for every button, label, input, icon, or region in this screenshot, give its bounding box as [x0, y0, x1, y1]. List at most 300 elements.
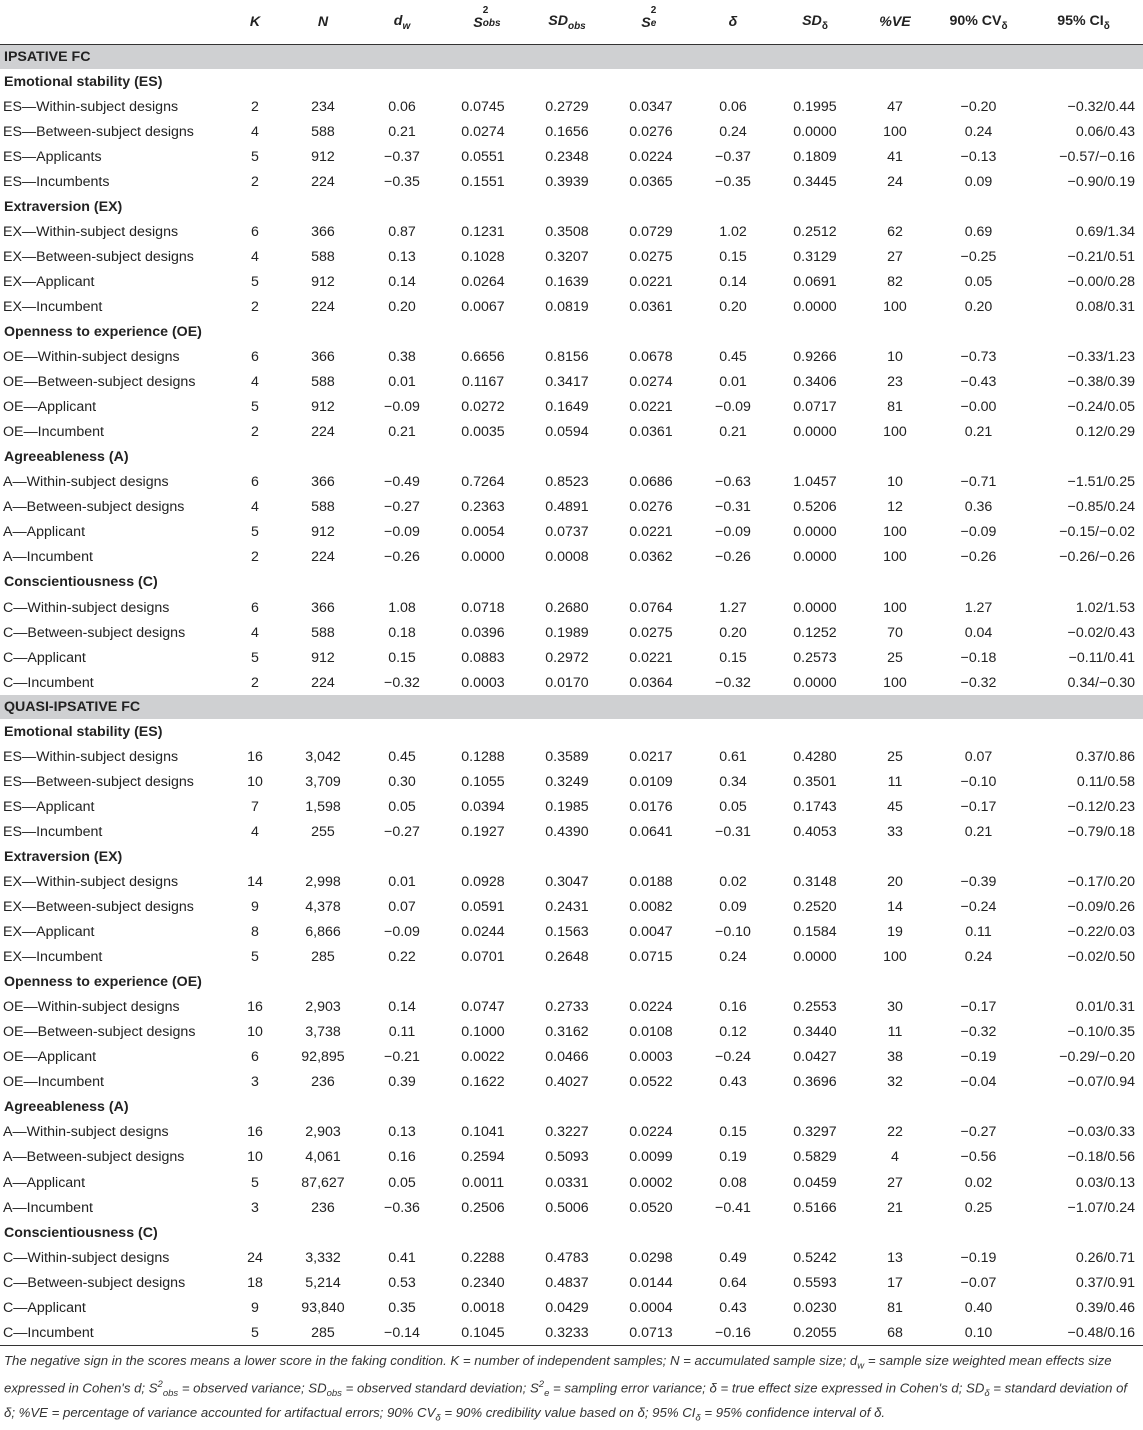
cell-ci95: 0.34/−0.30: [1067, 674, 1135, 691]
cell-label: ES—Between-subject designs: [3, 123, 194, 140]
cell-sddelta: 0.4053: [793, 823, 837, 840]
cell-k: 18: [247, 1274, 263, 1291]
cell-sddelta: 0.0691: [793, 273, 837, 290]
trait-title: Emotional stability (ES): [4, 73, 163, 90]
cell-sdobs: 0.4837: [545, 1274, 589, 1291]
cell-cv90: 0.04: [964, 624, 993, 641]
cell-dw: 0.14: [388, 273, 416, 290]
trait-title: Openness to experience (OE): [4, 323, 202, 340]
cell-label: C—Incumbent: [3, 1324, 94, 1341]
cell-dw: −0.21: [384, 1049, 420, 1066]
cell-k: 4: [251, 624, 259, 641]
cell-n: 2,903: [305, 999, 341, 1016]
cell-label: A—Between-subject designs: [3, 1149, 185, 1166]
cell-label: C—Between-subject designs: [3, 624, 186, 641]
trait-title: Openness to experience (OE): [4, 974, 202, 991]
cell-delta: 0.02: [719, 873, 747, 890]
cell-delta: −0.10: [715, 924, 751, 941]
table-row: [0, 1170, 1143, 1195]
cell-s2e: 0.0678: [629, 349, 673, 366]
cell-ci95: −0.09/0.26: [1067, 899, 1135, 916]
cell-n: 912: [311, 399, 335, 416]
cell-delta: −0.09: [715, 399, 751, 416]
cell-sdobs: 0.1563: [545, 924, 589, 941]
cell-sdobs: 0.0466: [545, 1049, 589, 1066]
table-row: [0, 420, 1143, 445]
cell-n: 588: [311, 123, 335, 140]
cell-delta: 0.45: [719, 349, 747, 366]
cell-s2e: 0.0224: [629, 999, 673, 1016]
cell-s2e: 0.0274: [629, 374, 673, 391]
cell-n: 224: [311, 674, 335, 691]
cell-sddelta: 1.0457: [793, 474, 837, 491]
cell-k: 9: [251, 899, 259, 916]
cell-ci95: 0.08/0.31: [1075, 298, 1135, 315]
cell-n: 2,903: [305, 1124, 341, 1141]
table-row: [0, 1045, 1143, 1070]
cell-label: EX—Incumbent: [3, 949, 103, 966]
cell-label: EX—Within-subject designs: [3, 223, 179, 240]
table-row: [0, 645, 1143, 670]
cell-s2e: 0.0715: [629, 949, 673, 966]
cell-sdobs: 0.0429: [545, 1299, 589, 1316]
cell-dw: 1.08: [388, 599, 416, 616]
cell-ci95: −1.07/0.24: [1067, 1199, 1135, 1216]
cell-dw: 0.35: [388, 1299, 416, 1316]
cell-k: 7: [251, 798, 259, 815]
cell-ve: 41: [887, 148, 903, 165]
cell-k: 5: [251, 399, 259, 416]
cell-cv90: −0.43: [960, 374, 997, 391]
header-delta: δ: [728, 14, 738, 30]
cell-sdobs: 0.2733: [545, 999, 589, 1016]
cell-n: 224: [311, 424, 335, 441]
cell-cv90: 0.36: [964, 499, 993, 516]
cell-sddelta: 0.0000: [793, 549, 837, 566]
cell-cv90: −0.07: [960, 1274, 997, 1291]
cell-s2obs: 0.0067: [461, 298, 505, 315]
cell-delta: 0.21: [719, 424, 747, 441]
cell-dw: 0.53: [388, 1274, 416, 1291]
header-sobs: S 2 obs: [473, 5, 501, 31]
cell-s2obs: 0.1927: [461, 823, 505, 840]
cell-k: 4: [251, 823, 259, 840]
trait-header-row: [0, 1095, 1143, 1120]
cell-ci95: −0.07/0.94: [1067, 1074, 1135, 1091]
cell-n: 366: [311, 349, 335, 366]
cell-ve: 68: [887, 1324, 903, 1341]
cell-ci95: 0.39/0.46: [1075, 1299, 1135, 1316]
table-row: [0, 945, 1143, 970]
table-row: [0, 744, 1143, 769]
cell-sddelta: 0.5242: [793, 1249, 837, 1266]
cell-ci95: 0.06/0.43: [1075, 123, 1135, 140]
trait-title: Agreeableness (A): [4, 1099, 129, 1116]
cell-s2obs: 0.2506: [461, 1199, 505, 1216]
cell-sddelta: 0.1252: [793, 624, 837, 641]
section-header-row: [0, 45, 1143, 70]
cell-label: C—Between-subject designs: [3, 1274, 186, 1291]
cell-sddelta: 0.5593: [793, 1274, 837, 1291]
cell-cv90: −0.71: [960, 474, 997, 491]
cell-ve: 100: [883, 674, 907, 691]
cell-dw: 0.07: [388, 899, 416, 916]
cell-ci95: −0.32/0.44: [1067, 98, 1135, 115]
cell-k: 3: [251, 1074, 259, 1091]
cell-s2obs: 0.0244: [461, 924, 505, 941]
cell-ve: 4: [891, 1149, 899, 1166]
cell-s2obs: 0.0394: [461, 798, 505, 815]
table-row: [0, 395, 1143, 420]
cell-n: 366: [311, 223, 335, 240]
cell-delta: 0.19: [719, 1149, 747, 1166]
cell-sdobs: 0.0170: [545, 674, 589, 691]
cell-s2e: 0.0004: [629, 1299, 673, 1316]
cell-delta: −0.26: [715, 549, 751, 566]
cell-dw: −0.09: [384, 399, 420, 416]
cell-sddelta: 0.3148: [793, 873, 837, 890]
cell-k: 3: [251, 1199, 259, 1216]
cell-ve: 17: [887, 1274, 903, 1291]
cell-cv90: −0.18: [960, 649, 997, 666]
cell-dw: −0.36: [384, 1199, 420, 1216]
cell-k: 2: [251, 674, 259, 691]
table-row: [0, 370, 1143, 395]
cell-sddelta: 0.0000: [793, 599, 837, 616]
cell-ve: 22: [887, 1124, 903, 1141]
cell-ve: 45: [887, 798, 903, 815]
cell-s2e: 0.0224: [629, 1124, 673, 1141]
cell-s2obs: 0.0551: [461, 148, 505, 165]
cell-ci95: 0.03/0.13: [1075, 1174, 1135, 1191]
cell-s2e: 0.0713: [629, 1324, 673, 1341]
cell-n: 255: [311, 823, 335, 840]
cell-label: OE—Incumbent: [3, 424, 104, 441]
cell-delta: 0.14: [719, 273, 747, 290]
cell-s2obs: 0.0018: [461, 1299, 505, 1316]
cell-sdobs: 0.4783: [545, 1249, 589, 1266]
cell-sddelta: 0.3696: [793, 1074, 837, 1091]
cell-s2e: 0.0276: [629, 499, 673, 516]
cell-cv90: −0.17: [960, 999, 997, 1016]
cell-k: 5: [251, 273, 259, 290]
cell-s2obs: 0.1045: [461, 1324, 505, 1341]
table-row: [0, 470, 1143, 495]
cell-k: 8: [251, 924, 259, 941]
table-row: [0, 1145, 1143, 1170]
cell-k: 14: [247, 873, 263, 890]
cell-n: 3,042: [305, 748, 341, 765]
table-row: [0, 1295, 1143, 1320]
cell-s2obs: 0.0274: [461, 123, 505, 140]
cell-sddelta: 0.5206: [793, 499, 837, 516]
cell-s2obs: 0.0928: [461, 873, 505, 890]
table-row: [0, 794, 1143, 819]
cell-delta: 0.16: [719, 999, 747, 1016]
cell-s2obs: 0.1000: [461, 1024, 505, 1041]
table-row: [0, 345, 1143, 370]
cell-n: 588: [311, 248, 335, 265]
cell-delta: −0.24: [715, 1049, 751, 1066]
table-row: [0, 1070, 1143, 1095]
table-row: [0, 269, 1143, 294]
cell-cv90: −0.32: [960, 1024, 997, 1041]
section-header-row: [0, 695, 1143, 719]
table-row: [0, 244, 1143, 269]
cell-s2obs: 0.0035: [461, 424, 505, 441]
cell-delta: 1.27: [719, 599, 747, 616]
header-cv: 90% $CV_\delta$: [949, 12, 1008, 32]
cell-ci95: 0.12/0.29: [1075, 424, 1135, 441]
cell-n: 588: [311, 374, 335, 391]
cell-sdobs: 0.1649: [545, 399, 589, 416]
cell-ve: 14: [887, 899, 903, 916]
cell-dw: −0.09: [384, 924, 420, 941]
cell-sdobs: 0.2729: [545, 98, 589, 115]
cell-sddelta: 0.3440: [793, 1024, 837, 1041]
cell-s2obs: 0.1288: [461, 748, 505, 765]
cell-k: 5: [251, 1324, 259, 1341]
cell-sdobs: 0.3508: [545, 223, 589, 240]
table-row: [0, 219, 1143, 244]
cell-sdobs: 0.4027: [545, 1074, 589, 1091]
cell-dw: 0.16: [388, 1149, 416, 1166]
cell-cv90: 0.69: [964, 223, 993, 240]
cell-cv90: −0.39: [960, 873, 997, 890]
cell-cv90: −0.04: [960, 1074, 997, 1091]
cell-s2obs: 0.0701: [461, 949, 505, 966]
trait-header-row: [0, 445, 1143, 470]
cell-dw: −0.26: [384, 549, 420, 566]
cell-sdobs: 0.1989: [545, 624, 589, 641]
cell-label: A—Incumbent: [3, 1199, 93, 1216]
cell-ve: 27: [887, 1174, 903, 1191]
cell-sddelta: 0.3445: [793, 173, 837, 190]
trait-title: Conscientiousness (C): [4, 574, 158, 591]
trait-header-row: [0, 970, 1143, 995]
cell-label: EX—Between-subject designs: [3, 899, 194, 916]
cell-label: ES—Applicants: [3, 148, 102, 165]
trait-header-row: [0, 1220, 1143, 1245]
cell-cv90: 0.09: [964, 173, 993, 190]
cell-k: 10: [247, 1149, 263, 1166]
cell-k: 5: [251, 524, 259, 541]
cell-ci95: −0.33/1.23: [1067, 349, 1135, 366]
header-k: K: [249, 14, 261, 30]
cell-dw: −0.27: [384, 823, 420, 840]
cell-s2e: 0.0221: [629, 399, 673, 416]
cell-cv90: −0.19: [960, 1249, 997, 1266]
cell-ve: 70: [887, 624, 903, 641]
cell-sdobs: 0.3207: [545, 248, 589, 265]
cell-dw: −0.49: [384, 474, 420, 491]
cell-n: 588: [311, 624, 335, 641]
cell-cv90: 1.27: [964, 599, 993, 616]
cell-n: 87,627: [301, 1174, 345, 1191]
cell-sddelta: 0.1584: [793, 924, 837, 941]
cell-sddelta: 0.0230: [793, 1299, 837, 1316]
cell-delta: −0.09: [715, 524, 751, 541]
cell-dw: 0.21: [388, 424, 416, 441]
cell-dw: 0.87: [388, 223, 416, 240]
cell-k: 9: [251, 1299, 259, 1316]
cell-n: 2,998: [305, 873, 341, 890]
cell-ve: 11: [887, 1024, 903, 1041]
cell-dw: 0.39: [388, 1074, 416, 1091]
table-footnote: The negative sign in the scores means a lower score in the faking condition. K = number of independent samples; N = accumulated sample size; $d_w$ = sample size weighted mean effects size expressed in Cohen's d; $S^2_{obs}$ = observed variance; $SD_{obs}$ = observed standard deviation; $S^2_e$ = sampling error variance; δ = true effect size expressed in Cohen's d; $SD_\delta$ = standard deviation of δ; %VE = percentage of variance accounted for artifactual errors; 90% $CV_\delta = 90\%$ credibility value based on δ; 95% $CI_\delta = 95\%$ confidence interval of δ.: [4, 1353, 1128, 1424]
cell-sddelta: 0.3406: [793, 374, 837, 391]
cell-k: 6: [251, 599, 259, 616]
cell-ci95: −0.85/0.24: [1067, 499, 1135, 516]
cell-sdobs: 0.5006: [545, 1199, 589, 1216]
cell-ve: 11: [887, 773, 903, 790]
cell-sddelta: 0.1809: [793, 148, 837, 165]
table-row: [0, 895, 1143, 920]
cell-s2e: 0.0099: [629, 1149, 673, 1166]
cell-sdobs: 0.3047: [545, 873, 589, 890]
cell-delta: −0.41: [715, 1199, 751, 1216]
cell-sddelta: 0.1995: [793, 98, 837, 115]
cell-label: C—Applicant: [3, 649, 86, 666]
cell-label: ES—Within-subject designs: [3, 98, 179, 115]
section-title: QUASI-IPSATIVE FC: [0, 695, 1143, 719]
cell-ve: 30: [887, 999, 903, 1016]
cell-n: 6,866: [305, 924, 341, 941]
cell-sdobs: 0.1656: [545, 123, 589, 140]
cell-s2e: 0.0365: [629, 173, 673, 190]
cell-n: 92,895: [301, 1049, 345, 1066]
cell-s2obs: 0.0264: [461, 273, 505, 290]
cell-cv90: −0.56: [960, 1149, 997, 1166]
cell-delta: 0.12: [719, 1024, 747, 1041]
cell-sdobs: 0.1639: [545, 273, 589, 290]
cell-delta: −0.63: [715, 474, 751, 491]
cell-s2e: 0.0362: [629, 549, 673, 566]
cell-sddelta: 0.9266: [793, 349, 837, 366]
cell-k: 2: [251, 298, 259, 315]
cell-ve: 25: [887, 649, 903, 666]
table-row: [0, 1245, 1143, 1270]
cell-label: ES—Incumbents: [3, 173, 110, 190]
cell-s2obs: 0.2288: [461, 1249, 505, 1266]
cell-s2e: 0.0275: [629, 248, 673, 265]
table-row: [0, 1270, 1143, 1295]
cell-s2obs: 0.2594: [461, 1149, 505, 1166]
cell-cv90: −0.32: [960, 674, 997, 691]
table-row: [0, 995, 1143, 1020]
cell-s2obs: 0.6656: [461, 349, 505, 366]
cell-delta: 0.20: [719, 624, 747, 641]
cell-k: 5: [251, 148, 259, 165]
cell-label: OE—Within-subject designs: [3, 999, 180, 1016]
cell-ve: 10: [887, 349, 903, 366]
cell-s2e: 0.0364: [629, 674, 673, 691]
cell-ci95: −0.38/0.39: [1067, 374, 1135, 391]
table-row: [0, 144, 1143, 169]
cell-ve: 81: [887, 1299, 903, 1316]
cell-n: 3,709: [305, 773, 341, 790]
cell-delta: 0.01: [719, 374, 747, 391]
cell-sdobs: 0.4891: [545, 499, 589, 516]
table-row: [0, 294, 1143, 319]
cell-delta: 0.15: [719, 248, 747, 265]
cell-k: 4: [251, 248, 259, 265]
cell-ci95: 0.26/0.71: [1075, 1249, 1135, 1266]
cell-s2e: 0.0686: [629, 474, 673, 491]
cell-dw: 0.06: [388, 98, 416, 115]
cell-sdobs: 0.2648: [545, 949, 589, 966]
trait-title: Conscientiousness (C): [4, 1224, 158, 1241]
cell-s2e: 0.0641: [629, 823, 673, 840]
cell-sddelta: 0.0000: [793, 524, 837, 541]
cell-dw: 0.38: [388, 349, 416, 366]
cell-delta: 0.43: [719, 1074, 747, 1091]
cell-s2obs: 0.0054: [461, 524, 505, 541]
cell-ci95: 1.02/1.53: [1075, 599, 1135, 616]
cell-k: 16: [247, 748, 263, 765]
cell-sddelta: 0.0717: [793, 399, 837, 416]
trait-header-row: [0, 194, 1143, 219]
cell-dw: 0.01: [388, 873, 416, 890]
cell-s2e: 0.0729: [629, 223, 673, 240]
cell-s2obs: 0.0003: [461, 674, 505, 691]
table-row: [0, 769, 1143, 794]
cell-sdobs: 0.3939: [545, 173, 589, 190]
cell-ci95: −0.18/0.56: [1067, 1149, 1135, 1166]
cell-delta: 0.15: [719, 1124, 747, 1141]
cell-sdobs: 0.3589: [545, 748, 589, 765]
cell-n: 4,061: [305, 1149, 341, 1166]
cell-dw: −0.09: [384, 524, 420, 541]
cell-label: EX—Between-subject designs: [3, 248, 194, 265]
cell-n: 224: [311, 298, 335, 315]
cell-cv90: −0.19: [960, 1049, 997, 1066]
cell-k: 10: [247, 1024, 263, 1041]
cell-sdobs: 0.2348: [545, 148, 589, 165]
cell-n: 285: [311, 1324, 335, 1341]
cell-dw: 0.45: [388, 748, 416, 765]
cell-dw: 0.05: [388, 1174, 416, 1191]
cell-ci95: −0.24/0.05: [1067, 399, 1135, 416]
cell-ve: 24: [887, 173, 903, 190]
cell-ve: 33: [887, 823, 903, 840]
cell-sddelta: 0.0000: [793, 674, 837, 691]
cell-sdobs: 0.0737: [545, 524, 589, 541]
cell-label: A—Applicant: [3, 1174, 86, 1191]
cell-s2e: 0.0298: [629, 1249, 673, 1266]
cell-sdobs: 0.2431: [545, 899, 589, 916]
cell-s2obs: 0.1041: [461, 1124, 505, 1141]
cell-delta: −0.31: [715, 499, 751, 516]
cell-n: 3,332: [305, 1249, 341, 1266]
cell-sdobs: 0.8523: [545, 474, 589, 491]
cell-s2e: 0.0003: [629, 1049, 673, 1066]
cell-cv90: −0.13: [960, 148, 997, 165]
cell-dw: 0.13: [388, 248, 416, 265]
cell-k: 2: [251, 98, 259, 115]
cell-cv90: −0.73: [960, 349, 997, 366]
header-label: [0, 0, 227, 45]
cell-ci95: −0.00/0.28: [1067, 273, 1135, 290]
cell-ve: 10: [887, 474, 903, 491]
cell-n: 234: [311, 98, 335, 115]
cell-s2e: 0.0347: [629, 98, 673, 115]
cell-ci95: −0.79/0.18: [1067, 823, 1135, 840]
header-sddelta: $SD_\delta$: [802, 12, 828, 32]
trait-title: Emotional stability (ES): [4, 723, 163, 740]
cell-dw: 0.18: [388, 624, 416, 641]
cell-k: 6: [251, 474, 259, 491]
